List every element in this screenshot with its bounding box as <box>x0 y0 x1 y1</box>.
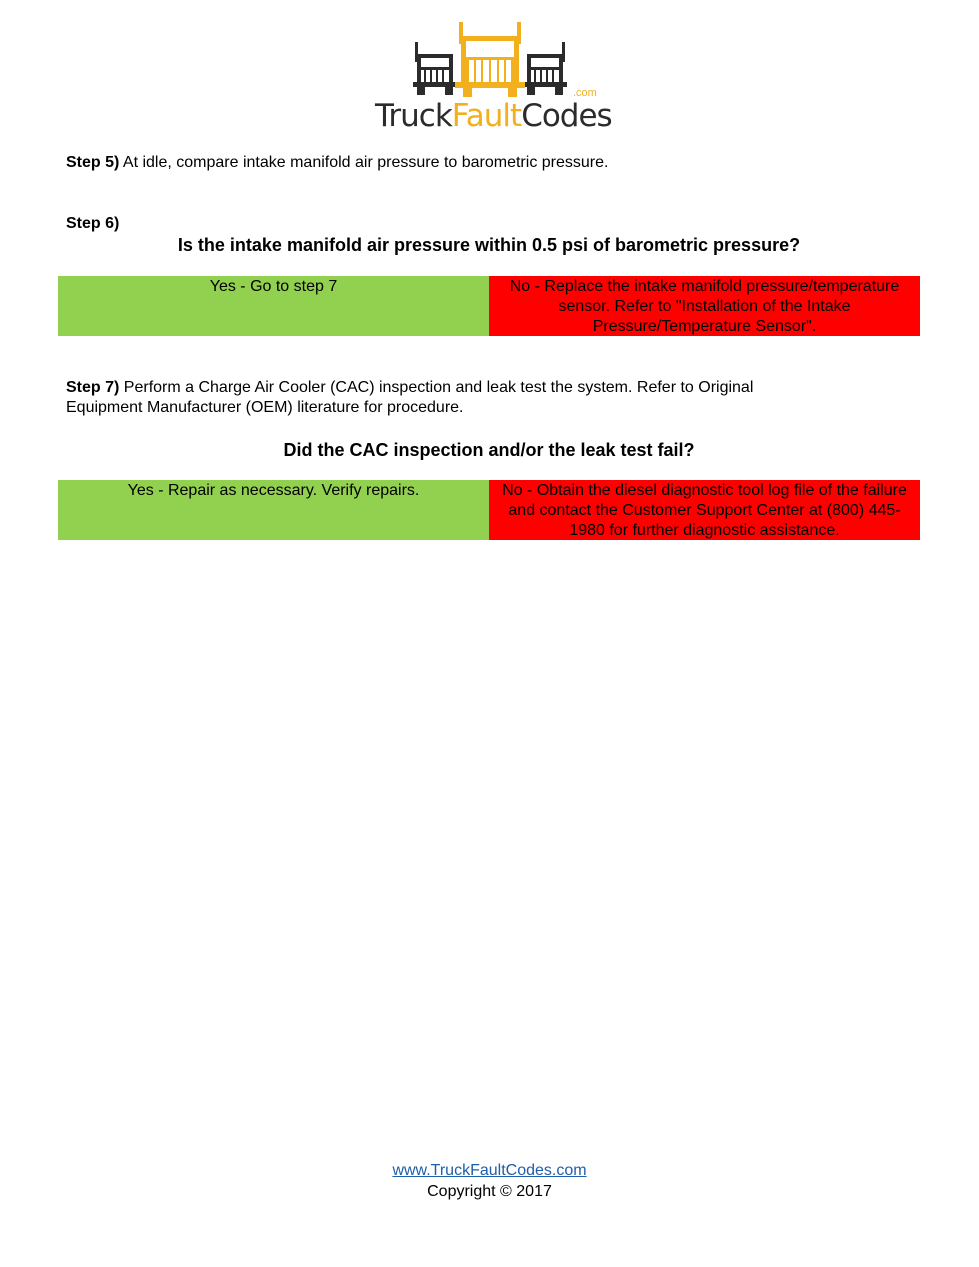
site-logo <box>375 20 612 134</box>
step5-text: At idle, compare intake manifold air pressure to barometric pressure. <box>119 154 609 171</box>
step6-paragraph <box>66 214 119 234</box>
step7-paragraph <box>66 378 753 418</box>
footer-website-link[interactable]: www.TruckFaultCodes.com <box>392 1162 587 1179</box>
footer <box>0 1160 979 1202</box>
step7-question: Did the CAC inspection and/or the leak test fail? <box>283 440 695 460</box>
step5-label: Step 5) <box>66 154 120 171</box>
logo-wordmark <box>375 98 612 134</box>
step5-paragraph <box>66 153 608 173</box>
step6-yes-cell: Yes - Go to step 7 <box>58 276 489 336</box>
step6-label: Step 6) <box>66 215 120 232</box>
step6-no-cell: No - Replace the intake manifold pressure/temperature sensor. Refer to "Installation of the Intake Pressure/Temperature Sensor". <box>489 276 920 336</box>
step7-answers <box>58 480 920 540</box>
truck-icon <box>375 20 605 100</box>
footer-copyright: Copyright © 2017 <box>427 1183 552 1200</box>
logo-com-suffix: .com <box>573 87 597 99</box>
logo-word-truck: Truck <box>375 98 452 134</box>
step7-no-cell: No - Obtain the diesel diagnostic tool log file of the failure and contact the Customer Support Center at (800) 445-1980 for further diagnostic assistance. <box>489 480 920 540</box>
step6-answers <box>58 276 920 336</box>
logo-word-codes: Codes <box>521 98 612 134</box>
step6-question: Is the intake manifold air pressure within 0.5 psi of barometric pressure? <box>177 235 801 255</box>
step7-text-line2: Equipment Manufacturer (OEM) literature for procedure. <box>66 399 464 416</box>
step7-label: Step 7) <box>66 379 120 396</box>
step7-text-line1: Perform a Charge Air Cooler (CAC) inspection and leak test the system. Refer to Original <box>119 379 754 396</box>
step7-yes-cell: Yes - Repair as necessary. Verify repairs. <box>58 480 489 540</box>
logo-word-fault: Fault <box>451 98 522 134</box>
